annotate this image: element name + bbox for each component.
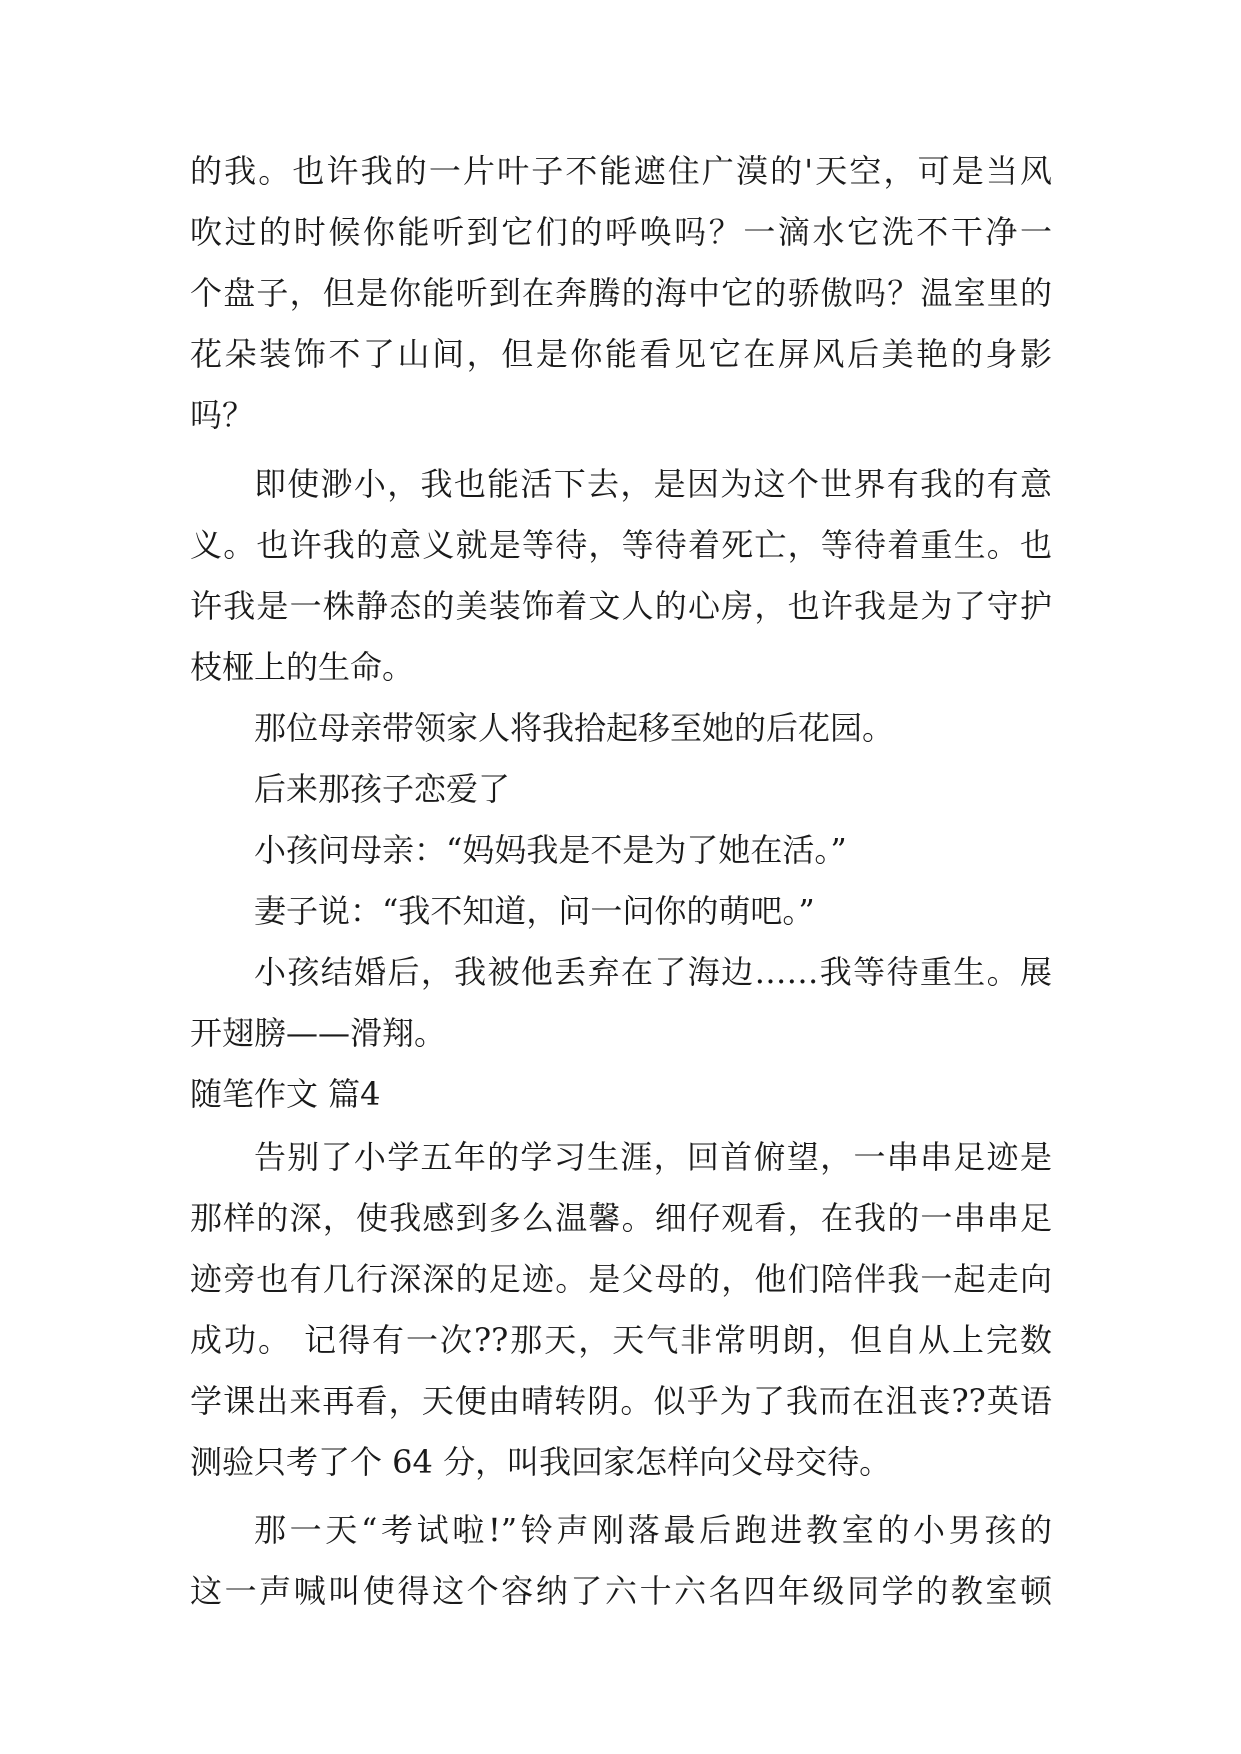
document-page xyxy=(190,142,1052,1702)
text-line: 吹过的时候你能听到它们的呼唤吗？一滴水它洗不干净一 xyxy=(190,213,1052,251)
paragraph-start-line: 那位母亲带领家人将我拾起移至她的后花园。 xyxy=(254,709,895,747)
text-line: 学课出来再看，天便由晴转阴。似乎为了我而在沮丧??英语 xyxy=(190,1382,1052,1420)
paragraph-start-line: 那一天“考试啦!”铃声刚落最后跑进教室的小男孩的 xyxy=(254,1511,1052,1549)
text-line: 许我是一株静态的美装饰着文人的心房，也许我是为了守护 xyxy=(190,587,1052,625)
text-line: 花朵装饰不了山间，但是你能看见它在屏风后美艳的身影 xyxy=(190,335,1052,373)
text-line: 那样的深，使我感到多么温馨。细仔观看，在我的一串串足 xyxy=(190,1199,1052,1237)
text-line: 吗？ xyxy=(190,396,255,434)
text-line: 枝桠上的生命。 xyxy=(190,648,415,686)
text-line: 义。也许我的意义就是等待，等待着死亡，等待着重生。也 xyxy=(190,526,1052,564)
section-heading: 随笔作文 篇4 xyxy=(190,1075,381,1113)
text-line: 的我。也许我的一片叶子不能遮住广漠的'天空，可是当风 xyxy=(190,152,1052,190)
paragraph-start-line: 妻子说：“我不知道，问一问你的萌吧。” xyxy=(254,892,815,930)
text-line: 迹旁也有几行深深的足迹。是父母的，他们陪伴我一起走向 xyxy=(190,1260,1052,1298)
paragraph-start-line: 告别了小学五年的学习生涯，回首俯望，一串串足迹是 xyxy=(254,1138,1052,1176)
paragraph-start-line: 小孩问母亲：“妈妈我是不是为了她在活。” xyxy=(254,831,847,869)
paragraph-start-line: 后来那孩子恋爱了 xyxy=(254,770,511,808)
text-line: 个盘子，但是你能听到在奔腾的海中它的骄傲吗？温室里的 xyxy=(190,274,1052,312)
paragraph-start-line: 小孩结婚后，我被他丢弃在了海边……我等待重生。展 xyxy=(254,953,1052,991)
text-line: 测验只考了个 64 分，叫我回家怎样向父母交待。 xyxy=(190,1443,892,1481)
text-line: 成功。 记得有一次??那天，天气非常明朗，但自从上完数 xyxy=(190,1321,1052,1359)
paragraph-start-line: 即使渺小，我也能活下去，是因为这个世界有我的有意 xyxy=(254,465,1052,503)
text-line: 这一声喊叫使得这个容纳了六十六名四年级同学的教室顿 xyxy=(190,1572,1052,1610)
text-line: 开翅膀——滑翔。 xyxy=(190,1014,447,1052)
